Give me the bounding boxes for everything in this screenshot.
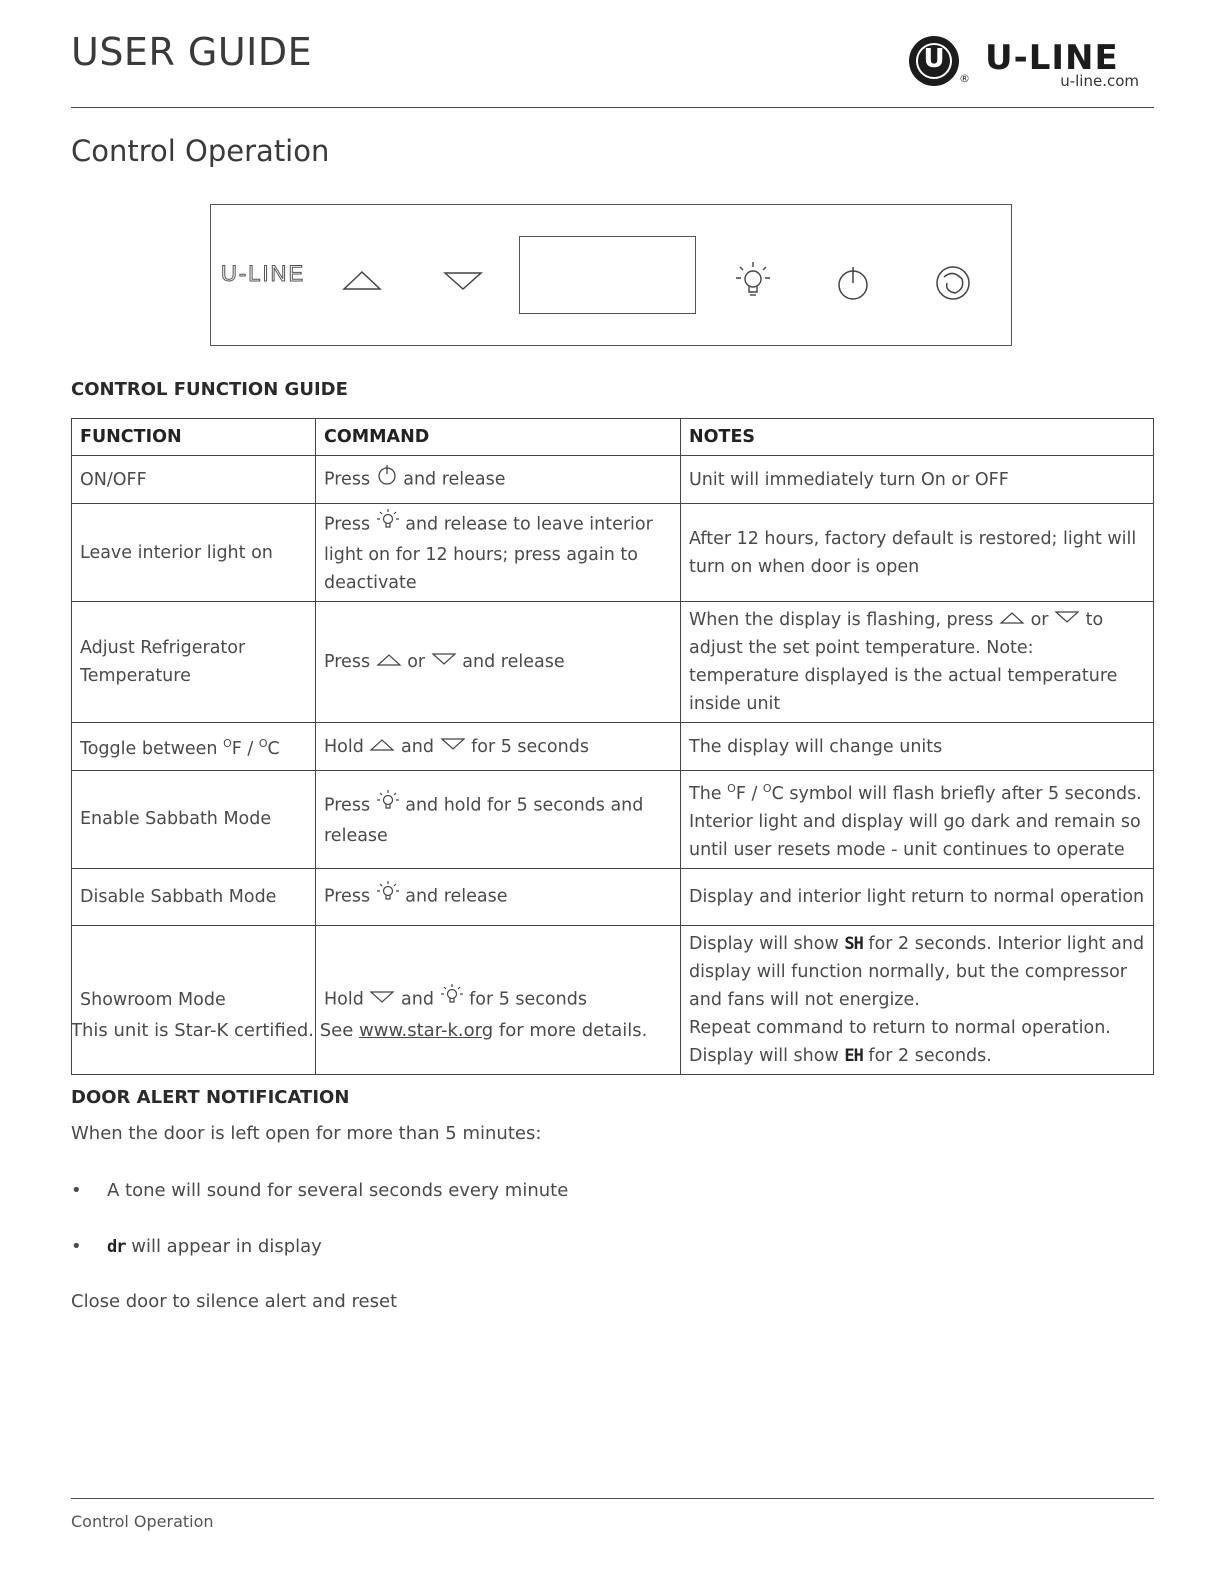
function-cell: Showroom Mode	[72, 925, 316, 1074]
section-title: Control Operation	[71, 134, 330, 168]
function-cell: Adjust Refrigerator Temperature	[72, 602, 316, 723]
panel-brand: U-LINE	[221, 261, 306, 286]
table-header-row	[72, 419, 1154, 456]
up-arrow-icon[interactable]	[340, 255, 384, 299]
column-header: NOTES	[681, 419, 1154, 456]
door-alert-closing: Close door to silence alert and reset	[71, 1291, 398, 1312]
notes-cell: Display will show SH for 2 seconds. Interior light and display will function normally, but the compressor and fans will not energize. Repeat command to return to normal operation. Display will show EH for 2 seconds.	[681, 925, 1154, 1074]
table-row	[72, 456, 1154, 504]
command-cell: Press and hold for 5 seconds and release	[316, 771, 681, 869]
power-icon	[376, 463, 398, 496]
logo-mark-icon: U	[909, 36, 959, 86]
logo-wordmark: U-LINE	[985, 38, 1119, 78]
function-cell: Toggle between $^O$F / $^O$C	[72, 723, 316, 771]
function-cell: Disable Sabbath Mode	[72, 868, 316, 925]
display-code: dr	[107, 1237, 126, 1257]
table-row	[72, 504, 1154, 602]
notes-cell: Display and interior light return to normal operation	[681, 868, 1154, 925]
up-arrow-icon	[999, 606, 1025, 634]
document-title: USER GUIDE	[71, 30, 313, 74]
down-arrow-icon	[369, 986, 395, 1014]
notes-cell: Unit will immediately turn On or OFF	[681, 456, 1154, 504]
list-item: • A tone will sound for several seconds every minute	[71, 1180, 569, 1201]
light-icon	[440, 983, 464, 1016]
sabbath-icon[interactable]	[931, 261, 975, 305]
command-cell: Press and release to leave interior light on for 12 hours; press again to deactivate	[316, 504, 681, 602]
down-arrow-icon	[431, 648, 457, 676]
table-row	[72, 868, 1154, 925]
down-arrow-icon	[440, 733, 466, 761]
table-row	[72, 771, 1154, 869]
up-arrow-icon	[369, 733, 395, 761]
footer-divider	[71, 1498, 1154, 1499]
door-alert-heading: DOOR ALERT NOTIFICATION	[71, 1087, 350, 1108]
footer-text: Control Operation	[71, 1512, 214, 1531]
down-arrow-icon	[1054, 606, 1080, 634]
control-panel-diagram	[210, 204, 1012, 346]
command-cell: Hold and for 5 seconds	[316, 723, 681, 771]
brand-logo	[909, 34, 1139, 90]
table-row	[72, 602, 1154, 723]
command-cell: Hold and for 5 seconds	[316, 925, 681, 1074]
star-k-note: This unit is Star-K certified. See www.star-k.org for more details.	[71, 1020, 648, 1041]
column-header: COMMAND	[316, 419, 681, 456]
display-code: SH	[844, 933, 863, 954]
control-guide-heading: CONTROL FUNCTION GUIDE	[71, 379, 348, 400]
table-row	[72, 723, 1154, 771]
light-icon	[376, 880, 400, 913]
light-icon	[376, 508, 400, 541]
star-k-link[interactable]: www.star-k.org	[359, 1020, 494, 1041]
door-alert-intro: When the door is left open for more than 5 minutes:	[71, 1123, 542, 1144]
command-cell: Press and release	[316, 868, 681, 925]
notes-cell: The display will change units	[681, 723, 1154, 771]
panel-display	[519, 236, 696, 314]
control-function-table	[71, 418, 1154, 1075]
header-divider	[71, 107, 1154, 108]
list-item: • dr will appear in display	[71, 1236, 322, 1257]
notes-cell: The $^O$F / $^O$C symbol will flash briefly after 5 seconds. Interior light and display will go dark and remain so until user resets mode - unit continues to operate	[681, 771, 1154, 869]
table-row	[72, 925, 1154, 1074]
down-arrow-icon[interactable]	[441, 255, 485, 299]
light-icon	[376, 789, 400, 822]
notes-cell: After 12 hours, factory default is restored; light will turn on when door is open	[681, 504, 1154, 602]
command-cell: Press and release	[316, 456, 681, 504]
function-cell: Enable Sabbath Mode	[72, 771, 316, 869]
function-cell: Leave interior light on	[72, 504, 316, 602]
display-code: EH	[844, 1045, 863, 1066]
light-icon[interactable]	[731, 259, 775, 303]
power-icon[interactable]	[831, 261, 875, 305]
column-header: FUNCTION	[72, 419, 316, 456]
notes-cell: When the display is flashing, press or to adjust the set point temperature. Note: temperature displayed is the actual temperature inside unit	[681, 602, 1154, 723]
function-cell: ON/OFF	[72, 456, 316, 504]
logo-url: u-line.com	[1060, 72, 1139, 90]
registered-mark: ®	[959, 72, 970, 85]
up-arrow-icon	[376, 648, 402, 676]
command-cell: Press or and release	[316, 602, 681, 723]
